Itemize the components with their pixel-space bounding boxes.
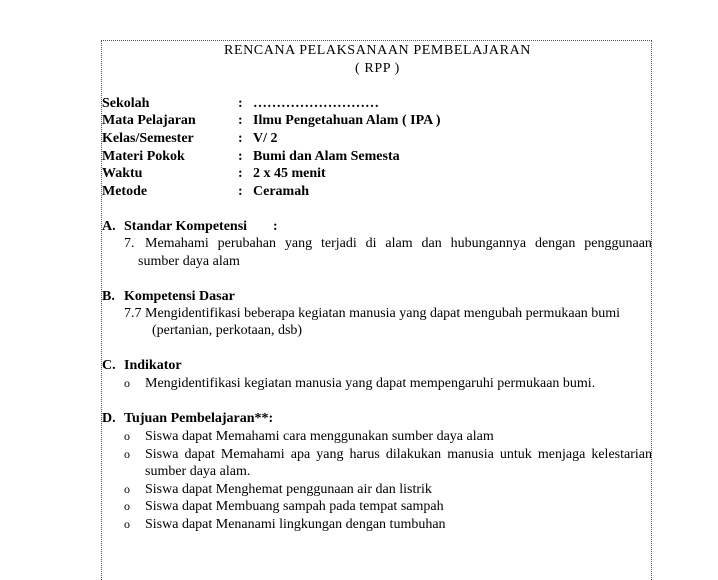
section-letter: A. bbox=[102, 219, 116, 234]
word: Memahami bbox=[145, 236, 209, 251]
word: di bbox=[365, 236, 377, 251]
basic-competency-text-line2: (pertanian, perkotaan, dsb) bbox=[152, 323, 303, 338]
word: perubahan bbox=[217, 236, 276, 251]
section-letter: B. bbox=[102, 289, 115, 304]
section-letter: D. bbox=[102, 411, 116, 426]
identity-value: Bumi dan Alam Semesta bbox=[253, 149, 400, 164]
word: dan bbox=[421, 236, 442, 251]
identity-label: Kelas/Semester bbox=[102, 131, 194, 146]
word: harus bbox=[349, 447, 380, 462]
identity-value: Ceramah bbox=[253, 184, 309, 199]
bullet-icon: o bbox=[124, 376, 130, 390]
objective-item: Siswa dapat Membuang sampah pada tempat sampah bbox=[145, 499, 444, 514]
word: terjadi bbox=[320, 236, 357, 251]
objective-item: Siswa dapat Memahami cara menggunakan sumber daya alam bbox=[145, 429, 494, 444]
document-page bbox=[101, 40, 652, 580]
competency-text-line2: sumber daya alam bbox=[138, 254, 240, 269]
bullet-icon: o bbox=[124, 517, 130, 531]
basic-competency-number: 7.7 bbox=[124, 306, 142, 321]
word: manusia bbox=[447, 447, 494, 462]
indicator-item: Mengidentifikasi kegiatan manusia yang dapat mempengaruhi permukaan bumi. bbox=[145, 376, 596, 391]
bullet-icon: o bbox=[124, 429, 130, 443]
word: dengan bbox=[534, 236, 576, 251]
identity-colon: : bbox=[238, 149, 243, 164]
word: hubungannya bbox=[450, 236, 527, 251]
word: kelestarian bbox=[591, 447, 652, 462]
identity-colon: : bbox=[238, 166, 243, 181]
word: dilakukan bbox=[385, 447, 442, 462]
identity-label: Metode bbox=[102, 184, 148, 199]
word: yang bbox=[284, 236, 313, 251]
word: Memahami bbox=[220, 447, 285, 462]
identity-value: ……………………… bbox=[253, 96, 379, 111]
objective-item: Siswa dapat Menghemat penggunaan air dan listrik bbox=[145, 482, 432, 497]
section-letter: C. bbox=[102, 358, 116, 373]
word: yang bbox=[316, 447, 344, 462]
identity-value: Ilmu Pengetahuan Alam ( IPA ) bbox=[253, 113, 441, 128]
bullet-icon: o bbox=[124, 499, 130, 513]
section-heading: Kompetensi Dasar bbox=[124, 289, 235, 304]
section-heading: Indikator bbox=[124, 358, 182, 373]
word: alam bbox=[385, 236, 413, 251]
identity-colon: : bbox=[238, 131, 243, 146]
bullet-icon: o bbox=[124, 447, 130, 461]
identity-value: 2 x 45 menit bbox=[253, 166, 326, 181]
identity-colon: : bbox=[238, 184, 243, 199]
objective-item: Siswa dapat Menanami lingkungan dengan tumbuhan bbox=[145, 517, 446, 532]
section-heading: Tujuan Pembelajaran**: bbox=[124, 411, 274, 426]
identity-value: V/ 2 bbox=[253, 131, 278, 146]
word: menjaga bbox=[537, 447, 586, 462]
basic-competency-text-line1: Mengidentifikasi beberapa kegiatan manusia yang dapat mengubah permukaan bumi bbox=[145, 306, 621, 321]
competency-number: 7. bbox=[124, 236, 135, 251]
word: dapat bbox=[184, 447, 215, 462]
objective-item-line2: sumber daya alam. bbox=[145, 464, 251, 479]
objective-item-line1 bbox=[145, 447, 652, 463]
bullet-icon: o bbox=[124, 482, 130, 496]
word: apa bbox=[290, 447, 311, 462]
identity-label: Materi Pokok bbox=[102, 149, 185, 164]
document-title: RENCANA PELAKSANAAN PEMBELAJARAN bbox=[224, 43, 531, 58]
identity-label: Sekolah bbox=[102, 96, 150, 111]
competency-text-line1 bbox=[145, 236, 652, 252]
identity-label: Waktu bbox=[102, 166, 143, 181]
section-heading-colon: : bbox=[273, 219, 278, 234]
word: penggunaan bbox=[584, 236, 652, 251]
section-heading: Standar Kompetensi bbox=[124, 219, 248, 234]
identity-colon: : bbox=[238, 96, 243, 111]
identity-colon: : bbox=[238, 113, 243, 128]
word: Siswa bbox=[145, 447, 179, 462]
word: untuk bbox=[499, 447, 532, 462]
identity-label: Mata Pelajaran bbox=[102, 113, 196, 128]
document-subtitle: ( RPP ) bbox=[355, 61, 400, 76]
